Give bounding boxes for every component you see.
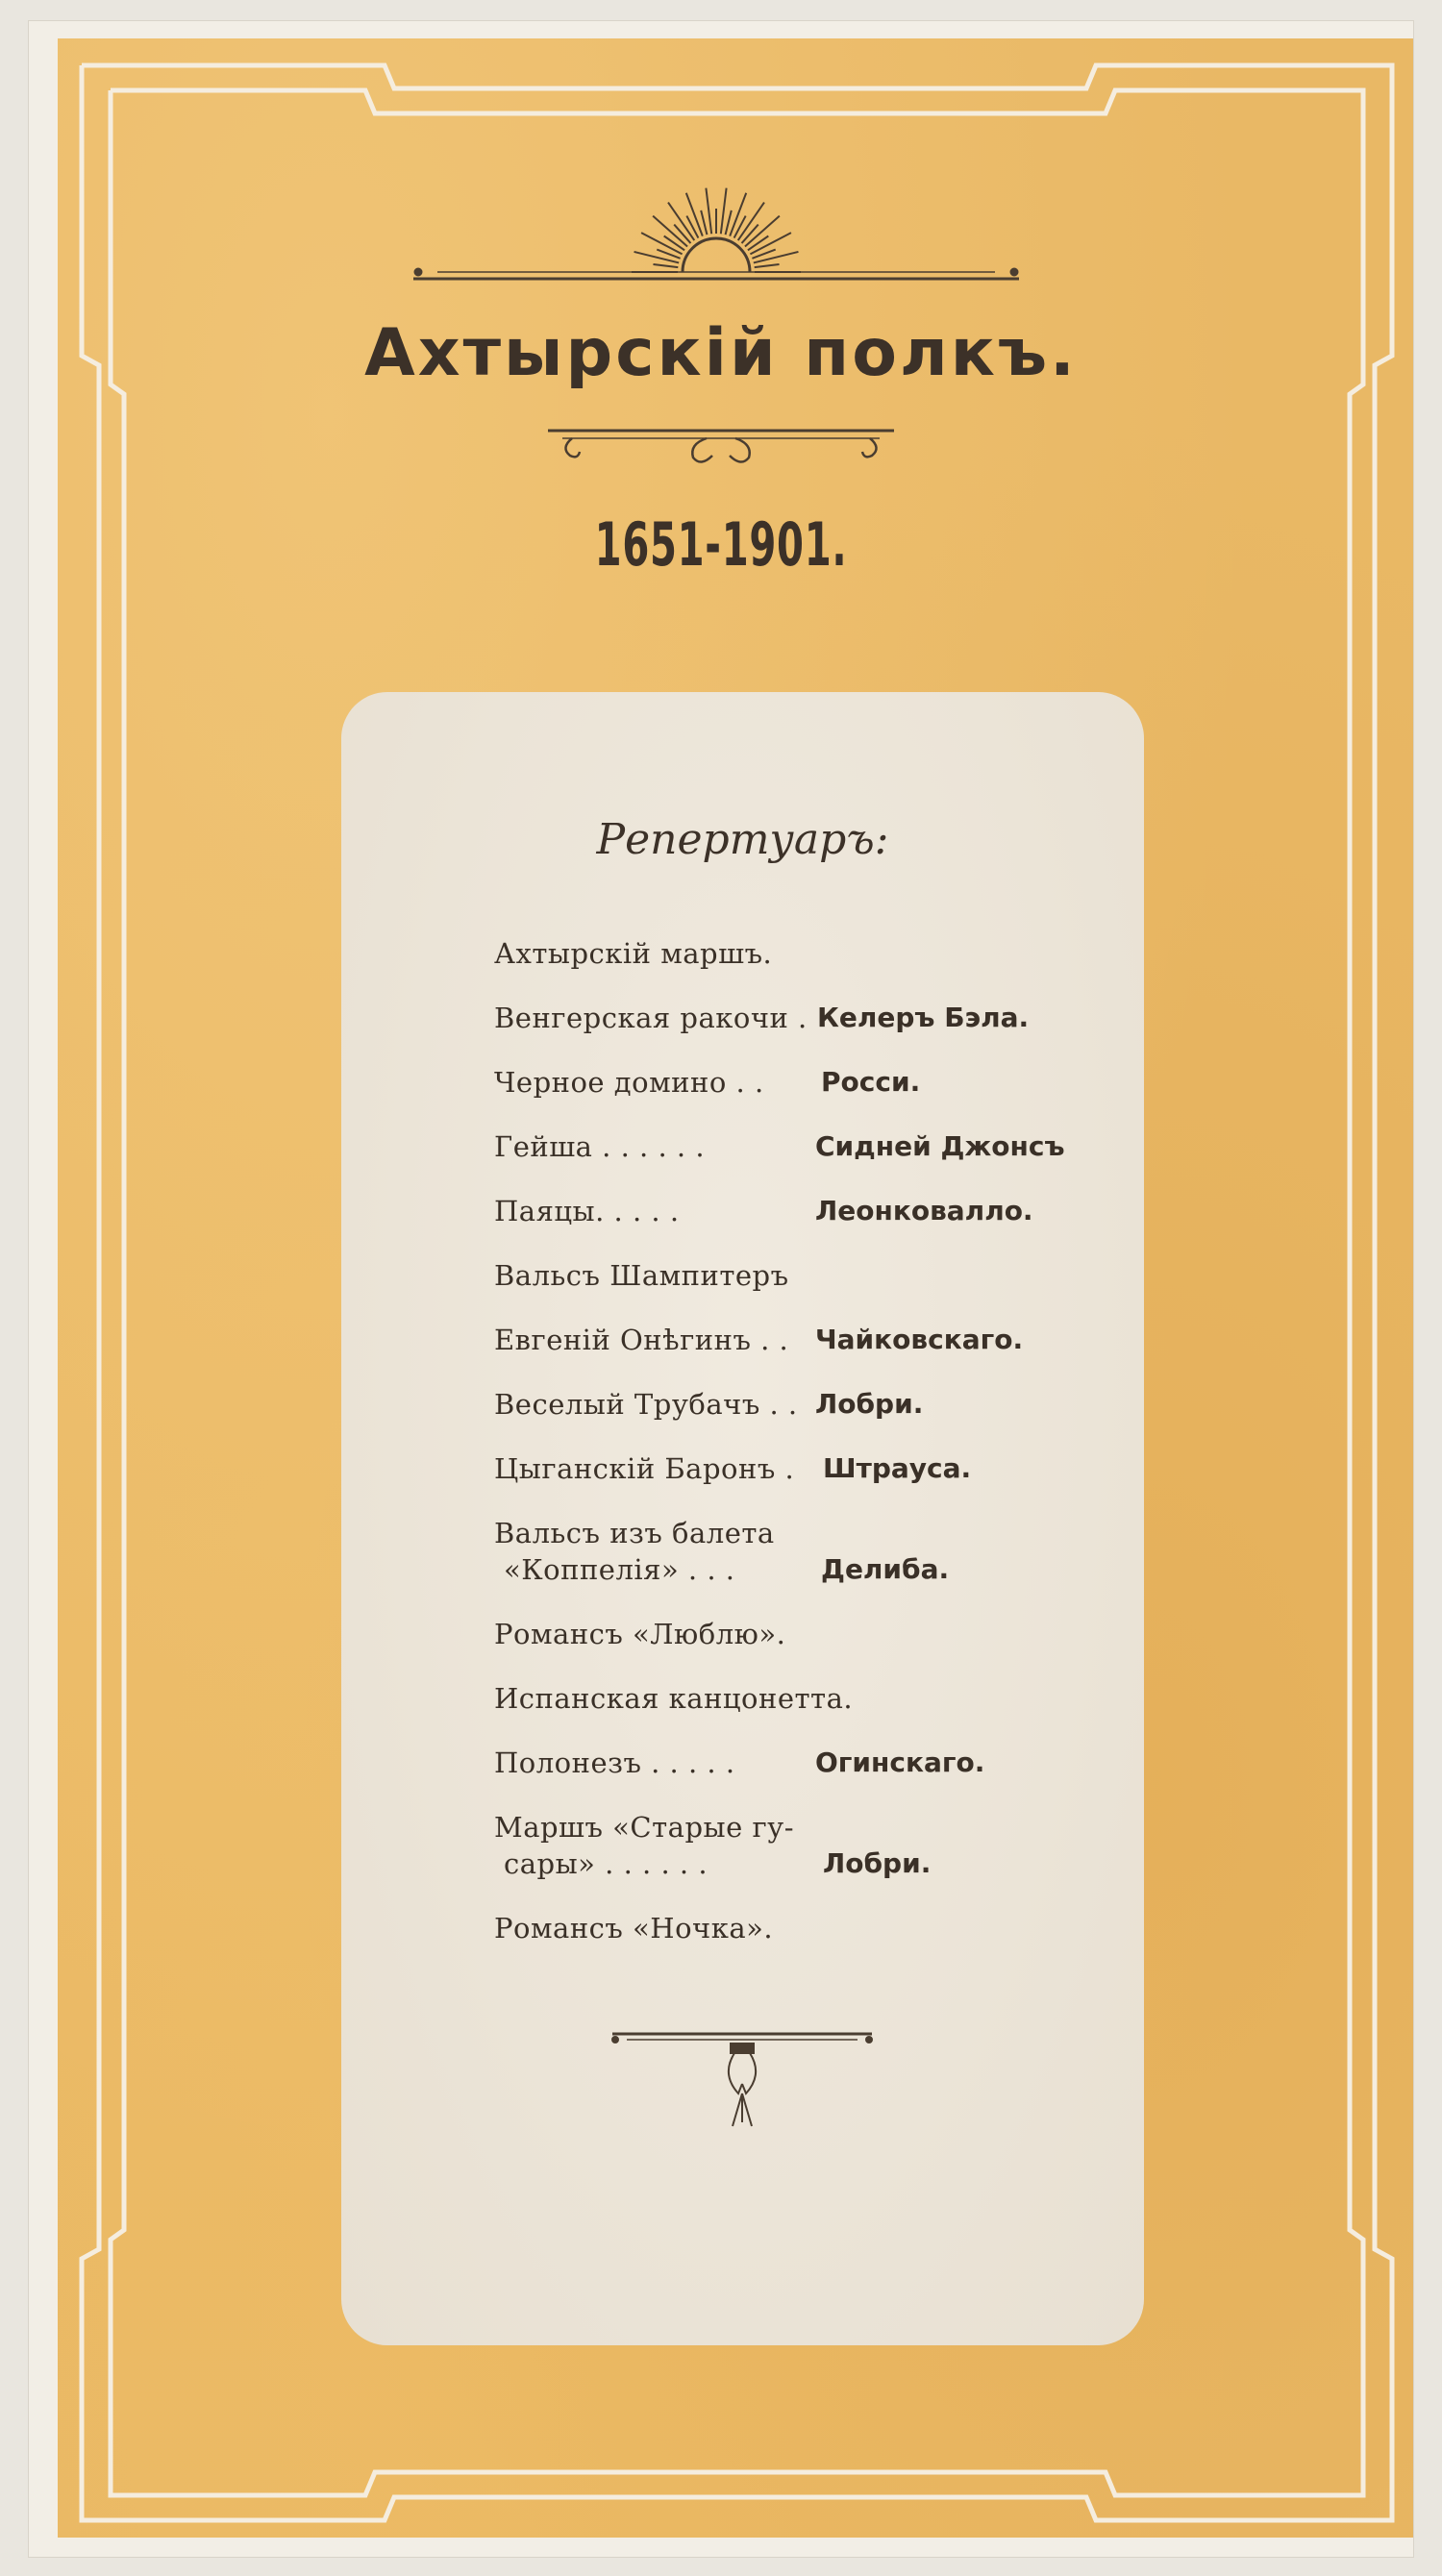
sun-rays — [632, 188, 801, 272]
sun-ray — [634, 252, 680, 262]
item-composer: Делиба. — [821, 1553, 950, 1585]
ornament-dot-right — [1010, 268, 1018, 276]
item-title: Романсъ «Ночка». — [494, 1912, 774, 1944]
item-title-continued: сары» . . . . . . — [504, 1847, 709, 1880]
item-composer: Росси. — [821, 1066, 921, 1098]
sun-ray — [755, 264, 780, 267]
sun-ray — [653, 264, 678, 267]
sunburst-ornament — [409, 187, 1024, 293]
sun-ray — [726, 211, 732, 235]
repertoire-heading: Репертуаръ: — [596, 815, 889, 864]
sun-ray — [742, 225, 758, 243]
item-title: Полонезъ . . . . . — [494, 1746, 735, 1779]
sun-ray — [706, 188, 711, 235]
item-composer: Штрауса. — [823, 1452, 972, 1484]
item-composer: Лобри. — [823, 1847, 932, 1879]
item-composer: Сидней Джонсъ — [815, 1130, 1065, 1162]
item-title: Маршъ «Старые гу- — [494, 1811, 795, 1844]
page-title: Ахтырскій полкъ. — [364, 315, 1078, 391]
title-scroll-ornament — [543, 423, 899, 471]
item-title-continued: «Коппелія» . . . — [504, 1553, 735, 1586]
item-title: Евгеній Онѣгинъ . . — [494, 1324, 789, 1356]
sun-half-disc — [683, 238, 750, 272]
years-date-range: 1651-1901. — [594, 509, 848, 580]
sun-ray — [754, 252, 799, 262]
item-title: Гейша . . . . . . — [494, 1130, 706, 1163]
item-title: Паяцы. . . . . — [494, 1195, 680, 1227]
item-title: Испанская канцонетта. — [494, 1682, 854, 1715]
item-composer: Леонковалло. — [815, 1195, 1033, 1226]
item-composer: Келеръ Бэла. — [817, 1002, 1030, 1033]
sun-ray — [748, 236, 768, 251]
item-title: Ахтырскій маршъ. — [494, 937, 773, 970]
sun-ray — [721, 188, 727, 235]
sun-ray — [664, 236, 684, 251]
item-title: Венгерская ракочи . — [494, 1002, 808, 1034]
ornament-dot-left — [414, 268, 422, 276]
item-title: Вальсъ Шампитеръ — [494, 1259, 789, 1292]
sun-ray — [701, 211, 707, 235]
item-title: Веселый Трубачъ . . — [494, 1388, 798, 1421]
lamp-ornament — [608, 2026, 877, 2132]
item-composer: Огинскаго. — [815, 1746, 985, 1778]
item-title: Черное домино . . — [494, 1066, 764, 1099]
sun-ray — [674, 225, 690, 243]
item-composer: Чайковскаго. — [815, 1324, 1024, 1355]
item-composer: Лобри. — [815, 1388, 924, 1420]
item-title: Цыганскій Баронъ . — [494, 1452, 795, 1485]
item-title: Вальсъ изъ балета — [494, 1517, 775, 1549]
item-title: Романсъ «Люблю». — [494, 1618, 786, 1650]
